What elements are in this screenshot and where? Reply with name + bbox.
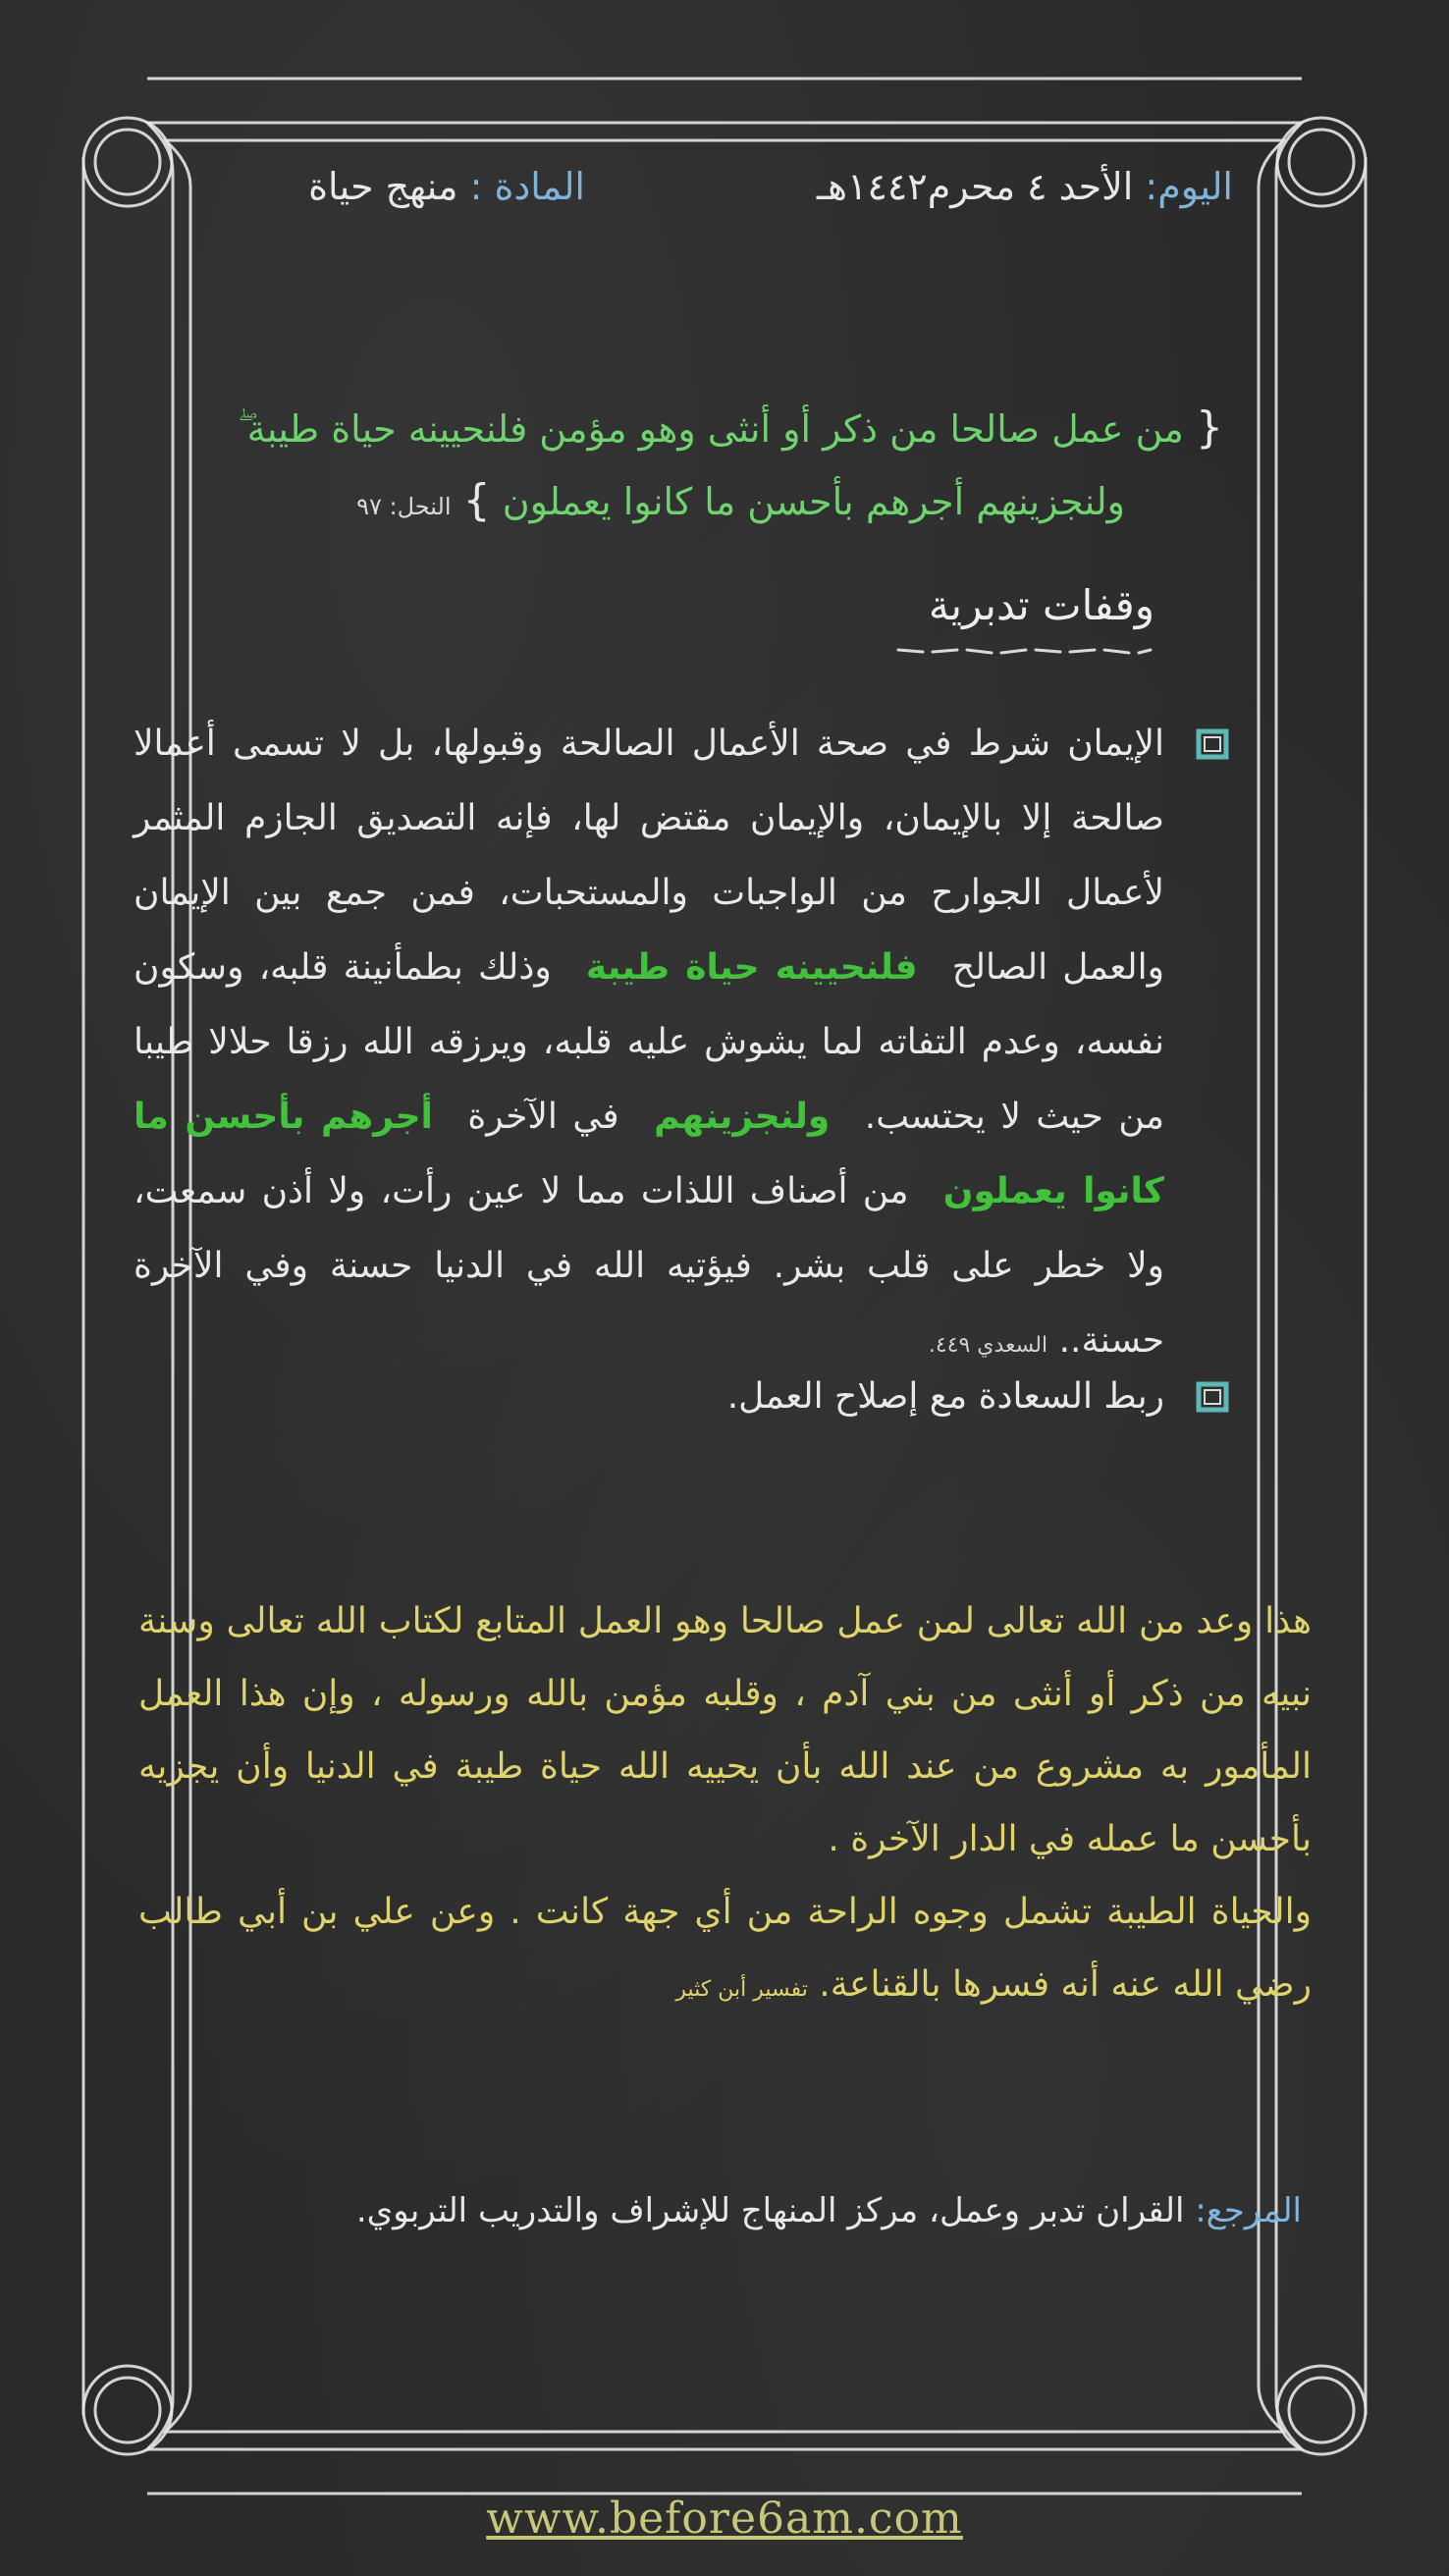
square-bullet-icon	[1194, 1379, 1231, 1415]
subject-label: المادة :	[469, 165, 585, 208]
point-1-highlight-2: ولنجزينهم	[654, 1097, 831, 1137]
verse-text-2: ولنجزينهم أجرهم بأحسن ما كانوا يعملون	[502, 480, 1125, 523]
day-value: الأحد ٤ محرم١٤٤٢هـ	[816, 165, 1134, 208]
day-label: اليوم:	[1145, 165, 1233, 208]
verse-line-1	[238, 402, 1223, 453]
tafsir-text-1: هذا وعد من الله تعالى لمن عمل صالحا وهو العمل المتابع لكتاب الله تعالى وسنة نبيه من ذكر أو أنثى من بني آدم ، وقلبه مؤمن بالله ورسوله ، وإن هذا العمل المأمور به مشروع من عند الله بأن يحييه الله حياة طيبة في الدنيا وأن يجزيه بأحسن ما عمله في الدار الآخرة .	[138, 1601, 1312, 1859]
subject-value: منهج حياة	[308, 165, 458, 208]
subject-line	[271, 165, 585, 220]
verse-text-1: من عمل صالحا من ذكر أو أنثى وهو مؤمن فلنحيينه حياة طيبة ۖ	[238, 407, 1184, 451]
point-1-highlight-1: فلنحيينه حياة طيبة	[585, 947, 918, 988]
point-1-text-3: في الآخرة	[467, 1097, 619, 1137]
reference-line	[356, 2191, 1302, 2230]
point-1-text-1: الإيمان شرط في صحة الأعمال الصالحة وقبولها، بل لا تسمى أعمالا صالحة إلا بالإيمان، والإيمان مقتض لها، فإنه التصديق الجازم المثمر لأعمال الجوارح من الواجبات والمستحبات، فمن جمع بين الإيمان والعمل الصالح	[134, 724, 1165, 988]
website-link[interactable]: www.before6am.com	[486, 2494, 963, 2544]
reference-value: القران تدبر وعمل، مركز المنهاج للإشراف والتدريب التربوي.	[355, 2191, 1185, 2230]
verse-reference: النحل: ٩٧	[356, 493, 452, 520]
point-1-highlight-3: أجرهم بأحسن ما كانوا يعملون	[134, 1097, 1164, 1211]
square-bullet-icon	[1194, 726, 1231, 762]
point-1-paragraph	[134, 707, 1164, 1383]
point-1-source: السعدي ٤٤٩.	[928, 1333, 1048, 1358]
verse-line-2	[242, 475, 1125, 525]
tafsir-paragraph	[138, 1585, 1312, 2026]
tafsir-text-2: والحياة الطيبة تشمل وجوه الراحة من أي جهة كانت . وعن علي بن أبي طالب رضي الله عنه أنه فسرها بالقناعة.	[138, 1892, 1312, 2005]
point-1-text-4: من أصناف اللذات مما لا عين رأت، ولا أذن سمعت، ولا خطر على قلب بشر. فيؤتيه الله في الدنيا حسنة وفي الآخرة حسنة..	[134, 1171, 1164, 1361]
verse-open-bracket: {	[1196, 402, 1223, 453]
reference-label: المرجع:	[1195, 2191, 1302, 2230]
title-underline	[898, 650, 1151, 653]
point-1-text-2: وذلك بطمأنينة قلبه، وسكون نفسه، وعدم التفاته لما يشوش عليه قلبه، ويرزقه الله رزقا حلالا طيبا من حيث لا يحتسب.	[134, 947, 1165, 1137]
section-title: وقفات تدبرية	[928, 581, 1154, 629]
verse-close-bracket: }	[462, 475, 491, 525]
point-2-text: ربط السعادة مع إصلاح العمل.	[726, 1376, 1164, 1417]
tafsir-source: تفسير أبن كثير	[675, 1977, 808, 2002]
date-line	[723, 165, 1233, 220]
